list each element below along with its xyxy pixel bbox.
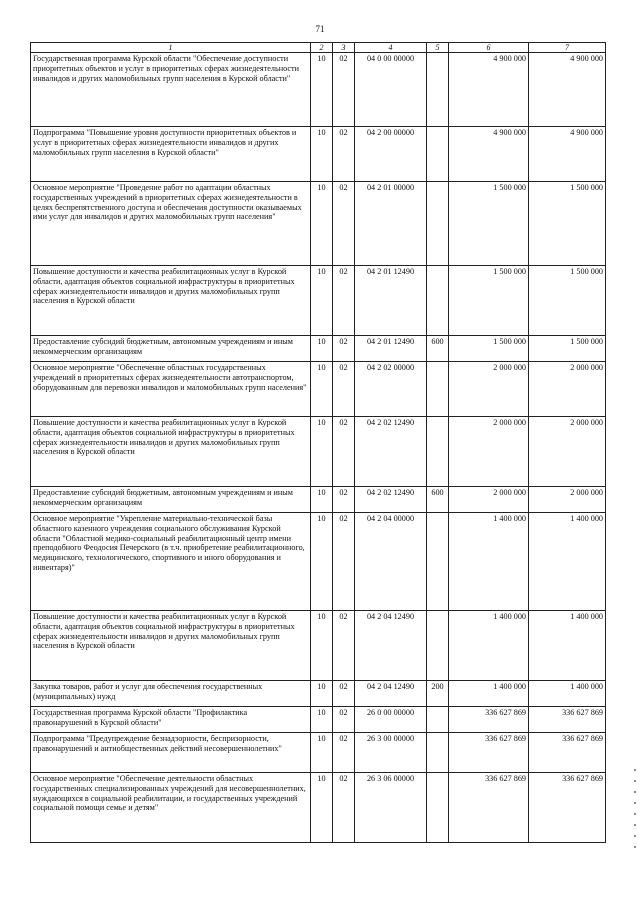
row-section: 10: [311, 127, 333, 182]
row-amount-1: 336 627 869: [449, 773, 529, 843]
row-name: Закупка товаров, работ и услуг для обеспечения государственных (муниципальных) нужд: [31, 681, 311, 707]
row-section: 10: [311, 266, 333, 336]
row-amount-2: 2 000 000: [529, 487, 606, 513]
row-section: 10: [311, 362, 333, 417]
row-name: Государственная программа Курской области "Обеспечение доступности приоритетных объектов и услуг в приоритетных сферах жизнедеятельности инвалидов и других маломобильных групп населения в Курской области": [31, 53, 311, 127]
row-section: 10: [311, 487, 333, 513]
table-row: [31, 417, 606, 487]
row-subsection: 02: [333, 417, 355, 487]
row-subsection: 02: [333, 362, 355, 417]
row-amount-2: 336 627 869: [529, 707, 606, 733]
row-name: Повышение доступности и качества реабилитационных услуг в Курской области, адаптация объектов социальной инфраструктуры в приоритетных сферах жизнедеятельности инвалидов и других маломобильных групп населения в Курской области: [31, 266, 311, 336]
table-row: [31, 487, 606, 513]
table-row: [31, 336, 606, 362]
row-expense-type: [427, 611, 449, 681]
row-amount-1: 4 900 000: [449, 53, 529, 127]
row-section: 10: [311, 336, 333, 362]
row-section: 10: [311, 733, 333, 773]
header-col-6: 6: [449, 43, 529, 53]
row-expense-type: 600: [427, 336, 449, 362]
table-row: [31, 127, 606, 182]
row-expense-type: [427, 53, 449, 127]
row-expense-type: [427, 707, 449, 733]
row-name: Повышение доступности и качества реабилитационных услуг в Курской области, адаптация объектов социальной инфраструктуры в приоритетных сферах жизнедеятельности инвалидов и других маломобильных групп населения в Курской области: [31, 417, 311, 487]
row-subsection: 02: [333, 707, 355, 733]
budget-table: [30, 42, 606, 843]
row-section: 10: [311, 182, 333, 266]
row-amount-2: 1 500 000: [529, 266, 606, 336]
row-subsection: 02: [333, 487, 355, 513]
row-expense-type: 600: [427, 487, 449, 513]
row-subsection: 02: [333, 611, 355, 681]
row-target-code: 26 3 00 00000: [355, 733, 427, 773]
row-target-code: 04 2 02 12490: [355, 487, 427, 513]
row-target-code: 04 2 04 12490: [355, 681, 427, 707]
page-number: 71: [315, 24, 325, 34]
table-row: [31, 611, 606, 681]
row-amount-1: 4 900 000: [449, 127, 529, 182]
table-row: [31, 362, 606, 417]
row-name: Основное мероприятие "Обеспечение деятельности областных государственных специализированных учреждений для несовершеннолетних, нуждающихся в социальной реабилитации, и государственных учреждений социальной помощи семье и детям": [31, 773, 311, 843]
row-expense-type: [427, 182, 449, 266]
table-row: [31, 513, 606, 611]
row-expense-type: [427, 513, 449, 611]
row-section: 10: [311, 53, 333, 127]
row-amount-2: 1 400 000: [529, 681, 606, 707]
row-name: Подпрограмма "Повышение уровня доступности приоритетных объектов и услуг в приоритетных сферах жизнедеятельности инвалидов и других маломобильных групп населения в Курской области": [31, 127, 311, 182]
row-name: Государственная программа Курской области "Профилактика правонарушений в Курской области": [31, 707, 311, 733]
row-section: 10: [311, 681, 333, 707]
table-row: [31, 53, 606, 127]
row-amount-1: 1 500 000: [449, 266, 529, 336]
row-amount-2: 336 627 869: [529, 733, 606, 773]
row-amount-2: 4 900 000: [529, 127, 606, 182]
row-target-code: 04 2 04 12490: [355, 611, 427, 681]
row-subsection: 02: [333, 773, 355, 843]
row-subsection: 02: [333, 182, 355, 266]
row-subsection: 02: [333, 127, 355, 182]
row-target-code: 04 0 00 00000: [355, 53, 427, 127]
row-amount-2: 1 500 000: [529, 182, 606, 266]
row-amount-2: 2 000 000: [529, 362, 606, 417]
row-section: 10: [311, 707, 333, 733]
row-amount-1: 336 627 869: [449, 733, 529, 773]
row-target-code: 04 2 01 12490: [355, 266, 427, 336]
row-target-code: 26 0 00 00000: [355, 707, 427, 733]
row-target-code: 04 2 02 12490: [355, 417, 427, 487]
row-subsection: 02: [333, 266, 355, 336]
row-section: 10: [311, 611, 333, 681]
row-amount-1: 336 627 869: [449, 707, 529, 733]
table-row: [31, 707, 606, 733]
header-col-7: 7: [529, 43, 606, 53]
header-col-5: 5: [427, 43, 449, 53]
row-amount-2: 2 000 000: [529, 417, 606, 487]
table-row: [31, 733, 606, 773]
table-row: [31, 681, 606, 707]
row-section: 10: [311, 513, 333, 611]
row-name: Повышение доступности и качества реабилитационных услуг в Курской области, адаптация объектов социальной инфраструктуры в приоритетных сферах жизнедеятельности инвалидов и других маломобильных групп населения в Курской области: [31, 611, 311, 681]
row-expense-type: [427, 417, 449, 487]
header-col-4: 4: [355, 43, 427, 53]
row-target-code: 04 2 02 00000: [355, 362, 427, 417]
row-amount-1: 1 400 000: [449, 681, 529, 707]
row-amount-1: 2 000 000: [449, 362, 529, 417]
row-name: Основное мероприятие "Обеспечение областных государственных учреждений в приоритетных сферах жизнедеятельности автотранспортом, оборудованным для перевозки инвалидов и маломобильных групп населения": [31, 362, 311, 417]
row-expense-type: [427, 266, 449, 336]
table-row: [31, 266, 606, 336]
row-amount-2: 1 400 000: [529, 513, 606, 611]
row-amount-1: 1 400 000: [449, 513, 529, 611]
row-subsection: 02: [333, 681, 355, 707]
row-expense-type: [427, 733, 449, 773]
row-subsection: 02: [333, 513, 355, 611]
row-subsection: 02: [333, 336, 355, 362]
row-name: Предоставление субсидий бюджетным, автономным учреждениям и иным некоммерческим организациям: [31, 336, 311, 362]
row-amount-2: 336 627 869: [529, 773, 606, 843]
row-section: 10: [311, 773, 333, 843]
row-target-code: 26 3 06 00000: [355, 773, 427, 843]
row-expense-type: [427, 362, 449, 417]
row-target-code: 04 2 00 00000: [355, 127, 427, 182]
header-row: [31, 43, 606, 53]
table-row: [31, 773, 606, 843]
row-name: Основное мероприятие "Укрепление материально-технической базы областного казенного учреждения социального обслуживания Курской области "Областной медико-социальный реабилитационный центр имени преподобного Феодосия Печерского (в т.ч. приобретение реабилитационного, медицинского, технологического, спортивного и иного оборудования и инвентаря)": [31, 513, 311, 611]
row-target-code: 04 2 01 00000: [355, 182, 427, 266]
row-expense-type: [427, 773, 449, 843]
row-subsection: 02: [333, 733, 355, 773]
row-target-code: 04 2 01 12490: [355, 336, 427, 362]
header-col-3: 3: [333, 43, 355, 53]
row-name: Подпрограмма "Предупреждение безнадзорности, беспризорности, правонарушений и антиобщественных действий несовершеннолетних": [31, 733, 311, 773]
row-expense-type: 200: [427, 681, 449, 707]
row-amount-2: 1 400 000: [529, 611, 606, 681]
row-target-code: 04 2 04 00000: [355, 513, 427, 611]
row-section: 10: [311, 417, 333, 487]
row-subsection: 02: [333, 53, 355, 127]
header-col-1: 1: [31, 43, 311, 53]
row-amount-2: 4 900 000: [529, 53, 606, 127]
row-name: Предоставление субсидий бюджетным, автономным учреждениям и иным некоммерческим организациям: [31, 487, 311, 513]
row-amount-1: 2 000 000: [449, 417, 529, 487]
row-amount-2: 1 500 000: [529, 336, 606, 362]
row-amount-1: 1 500 000: [449, 336, 529, 362]
row-name: Основное мероприятие "Проведение работ по адаптации областных государственных учреждений в приоритетных сферах жизнедеятельности в целях беспрепятственного доступа и обеспечения доступности оказываемых ими услуг для инвалидов и других маломобильных групп населения": [31, 182, 311, 266]
row-expense-type: [427, 127, 449, 182]
header-col-2: 2: [311, 43, 333, 53]
scan-edge-marks: [634, 760, 638, 900]
row-amount-1: 1 500 000: [449, 182, 529, 266]
row-amount-1: 2 000 000: [449, 487, 529, 513]
row-amount-1: 1 400 000: [449, 611, 529, 681]
table-row: [31, 182, 606, 266]
